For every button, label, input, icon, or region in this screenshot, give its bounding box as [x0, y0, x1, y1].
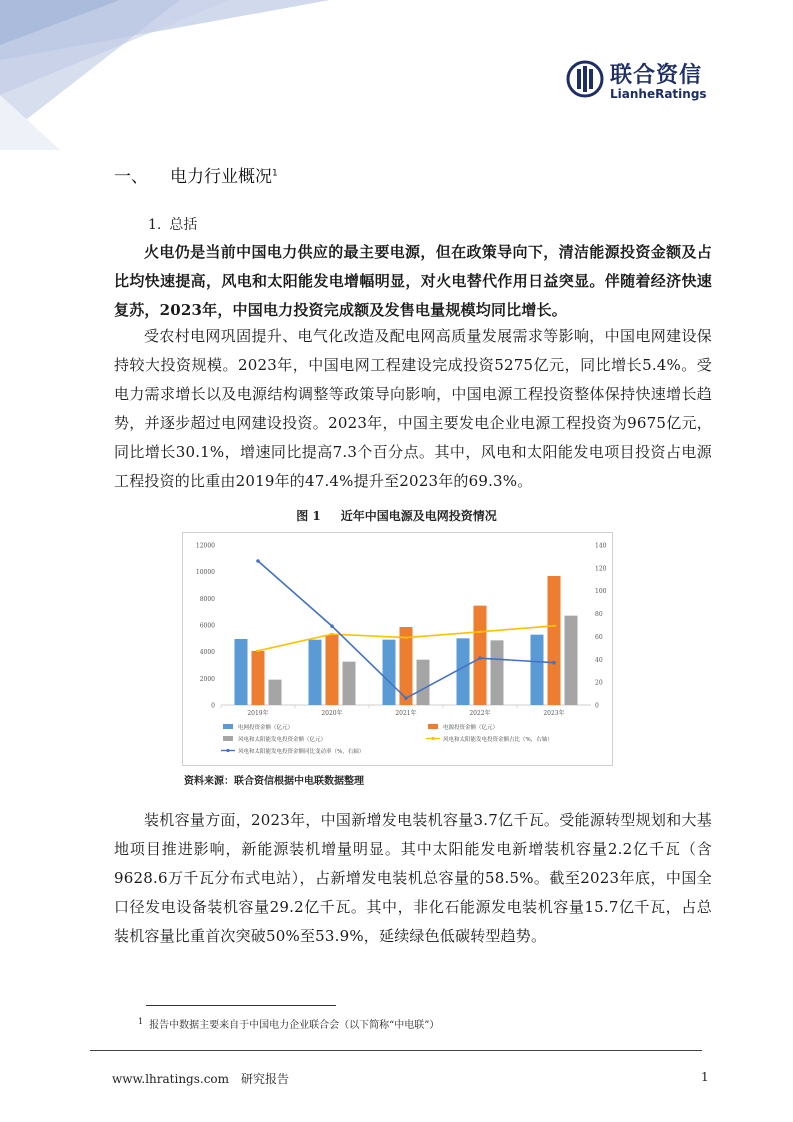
line-point-2 [404, 696, 408, 700]
investment-chart [182, 532, 613, 766]
legend-swatch [223, 736, 233, 741]
subsection-number: 1. [148, 217, 162, 233]
legend-label: 风电和太阳能发电投资金额同比变动率（%，右轴） [238, 749, 365, 755]
y-tick-label-left: 4000 [199, 649, 215, 657]
investment-chart-svg [183, 533, 612, 765]
y-tick-label-left: 12000 [195, 542, 215, 550]
bar-3 [417, 660, 430, 705]
y-tick-label-right: 140 [595, 542, 607, 550]
x-tick-label: 2021年 [395, 710, 417, 717]
section-number: 一、 [114, 167, 148, 187]
legend-label: 风电和太阳能发电投资金额（亿元） [238, 737, 327, 743]
line-point-1 [256, 650, 260, 652]
section-title: 电力行业概况 [170, 167, 272, 187]
x-tick-label: 2022年 [469, 710, 491, 717]
bar-1 [309, 640, 322, 705]
header-corner-decoration [0, 0, 360, 150]
lianhe-logo-icon [566, 60, 604, 98]
line-point-1 [330, 633, 334, 635]
line-point-2 [256, 559, 260, 563]
footnote-text: 报告中数据主要来自于中国电力企业联合会（以下简称“中电联”） [149, 1020, 440, 1031]
investment-paragraph: 受农村电网巩固提升、电气化改造及配电网高质量发展需求等影响，中国电网建设保持较大投资规模。2023年，中国电网工程建设完成投资5275亿元，同比增长5.4%。受电力需求增长以及电源结构调整等政策导向影响，中国电源工程投资整体保持快速增长趋势，并逐步超过电网建设投资。2023年，中国主要发电企业电源工程投资为9675亿元，同比增长30.1%，增速同比提高7.3个百分点。其中，风电和太阳能发电项目投资占电源工程投资的比重由2019年的47.4%提升至2023年的69.3%。 [114, 327, 712, 490]
x-tick-label: 2020年 [321, 710, 343, 717]
y-tick-label-right: 20 [595, 679, 603, 687]
section-heading [114, 162, 278, 187]
subsection-heading [148, 214, 197, 234]
y-tick-label-right: 0 [595, 702, 599, 710]
legend-label: 电网投资金额（亿元） [238, 725, 294, 731]
footnote-reference[interactable]: 1 [272, 168, 278, 179]
bar-3 [269, 680, 282, 705]
y-tick-label-right: 120 [595, 565, 607, 573]
figure-source: 资料来源：联合资信根据中电联数据整理 [184, 776, 364, 787]
bar-1 [235, 639, 248, 705]
legend-swatch-marker [431, 737, 434, 740]
y-tick-label-left: 8000 [199, 595, 215, 603]
capacity-paragraph: 装机容量方面，2023年，中国新增发电装机容量3.7亿千瓦。受能源转型规划和大基地项目推进影响，新能源装机增量明显。其中太阳能发电新增装机容量2.2亿千瓦（含9628.6万千瓦分布式电站），占新增发电装机总容量的58.5%。截至2023年底，中国全口径发电设备装机容量29.2亿千瓦。其中，非化石能源发电装机容量15.7亿千瓦，占总装机容量比重首次突破50%至53.9%，延续绿色低碳转型趋势。 [114, 811, 712, 945]
bar-2 [252, 651, 265, 705]
page-number: 1 [701, 1070, 709, 1084]
bar-3 [343, 662, 356, 705]
bar-2 [548, 576, 561, 705]
subsection-title: 总括 [169, 217, 198, 233]
company-logo [566, 58, 736, 104]
line-point-2 [552, 661, 556, 665]
legend-label: 风电和太阳能发电投资金额占比（%，右轴） [443, 737, 553, 743]
y-tick-label-left: 10000 [195, 569, 215, 577]
logo-english-name: LianheRatings [610, 87, 707, 101]
bar-1 [531, 635, 544, 705]
footer-report-label: 研究报告 [241, 1072, 290, 1086]
y-tick-label-right: 60 [595, 633, 603, 641]
bar-3 [565, 616, 578, 705]
y-tick-label-left: 2000 [199, 675, 215, 683]
x-tick-label: 2023年 [543, 710, 565, 717]
footnote [138, 1016, 439, 1031]
line-point-1 [552, 625, 556, 627]
figure-title: 近年中国电源及电网投资情况 [340, 509, 497, 523]
figure-label: 图 1 [296, 509, 321, 523]
legend-label: 电源投资金额（亿元） [443, 725, 499, 731]
figure-caption [0, 507, 793, 524]
logo-chinese-name: 联合资信 [610, 63, 703, 88]
line-point-1 [478, 631, 482, 633]
footer-divider [90, 1050, 702, 1051]
y-tick-label-right: 40 [595, 656, 603, 664]
legend-swatch [223, 724, 233, 729]
x-tick-label: 2019年 [247, 710, 269, 717]
y-tick-label-right: 80 [595, 611, 603, 619]
y-tick-label-right: 100 [595, 588, 607, 596]
y-tick-label-left: 6000 [199, 622, 215, 630]
legend-swatch [428, 724, 438, 729]
bar-1 [383, 640, 396, 705]
bar-2 [474, 606, 487, 705]
bar-1 [457, 638, 470, 705]
summary-paragraph: 火电仍是当前中国电力供应的最主要电源，但在政策导向下，清洁能源投资金额及占比均快速提高，风电和太阳能发电增幅明显，对火电替代作用日益突显。伴随着经济快速复苏，2023年，中国电力投资完成额及发售电量规模均同比增长。 [114, 243, 712, 319]
legend-swatch-marker [226, 749, 229, 752]
footer-website-link[interactable]: www.lhratings.com [112, 1072, 230, 1086]
footnote-number: 1 [138, 1016, 144, 1026]
bar-3 [491, 640, 504, 705]
line-point-2 [330, 624, 334, 628]
line-point-1 [404, 637, 408, 639]
line-point-2 [478, 656, 482, 660]
bar-2 [326, 635, 339, 705]
footer-info [112, 1070, 289, 1087]
y-tick-label-left: 0 [211, 702, 215, 710]
footnote-divider [146, 1005, 336, 1006]
